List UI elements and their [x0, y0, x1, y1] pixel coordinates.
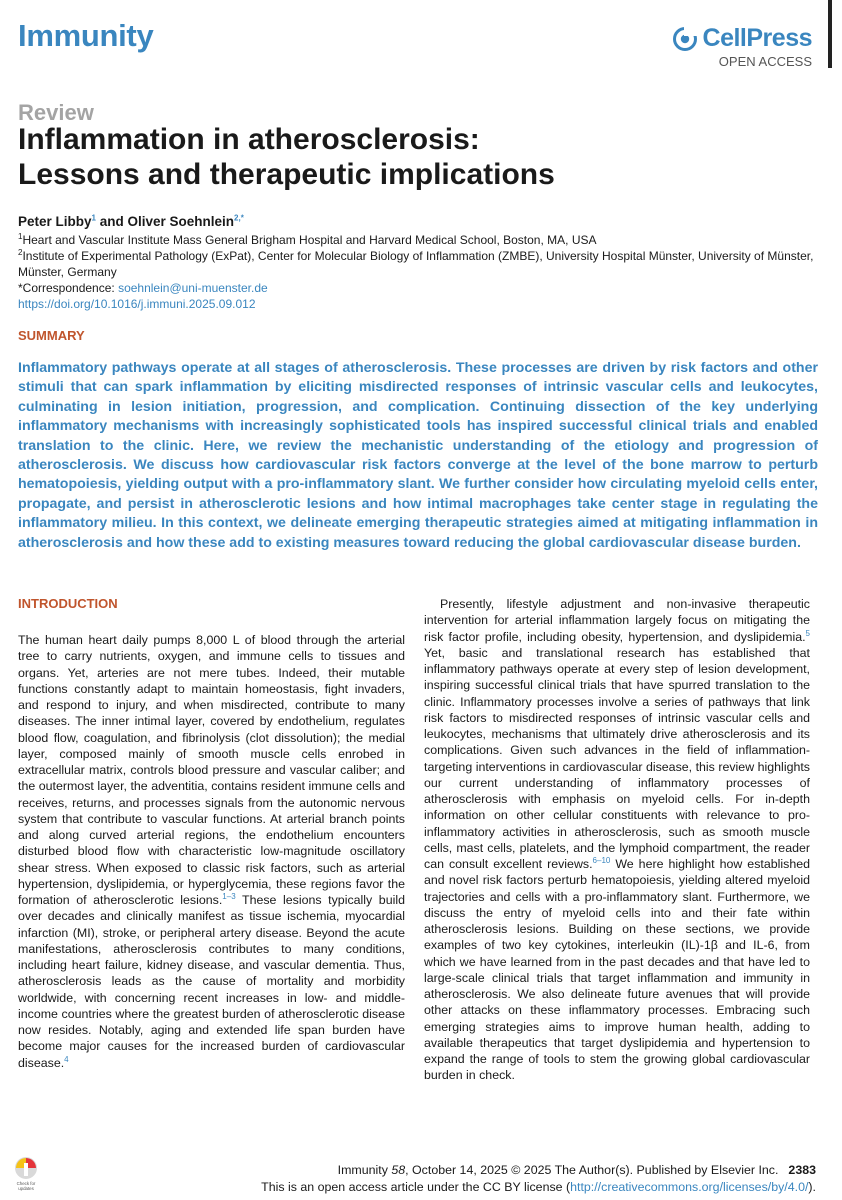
license-text: This is an open access article under the CC BY license ( [261, 1180, 571, 1194]
publisher-name: CellPress [702, 24, 812, 52]
license-link[interactable]: http://creativecommons.org/licenses/by/4.0/ [570, 1180, 809, 1194]
paragraph-text: These lesions typically build over decades and clinically manifest as tissue ischemia, myocardial infarction (MI), stroke, or peripheral artery disease. Beyond the acute manifestations, atherosclerosis contributes to many conditions, including heart failure, kidney disease, and vascular dementia. Thus, atherosclerosis leads as the cause of mortality and morbidity worldwide, with concerning recent increases in low- and middle-income countries where the greatest burden of atherosclerotic disease now resides. Notably, aging and extended life span burden have become major causes for the increased burden of cardiovascular disease. [18, 893, 405, 1070]
article-title [18, 122, 818, 192]
footer-journal: Immunity [337, 1163, 388, 1177]
citation-line [261, 1162, 816, 1179]
reference-link[interactable]: 6–10 [592, 855, 611, 865]
page-footer [261, 1162, 816, 1196]
cellpress-logo-icon [673, 27, 697, 51]
front-matter [18, 212, 818, 312]
affiliation-text: Institute of Experimental Pathology (ExPat), Center for Molecular Biology of Inflammation (ZMBE), University Hospital Münster, University of Münster, Münster, Germany [18, 249, 814, 279]
correspondence-label: *Correspondence: [18, 281, 119, 295]
license-line [261, 1179, 816, 1196]
publisher-block [673, 24, 812, 69]
article-type: Review [18, 100, 94, 125]
affiliation [18, 248, 818, 280]
paragraph-text: The human heart daily pumps 8,000 L of blood through the arterial tree to carry nutrients, oxygen, and immune cells to tissues and organs. Yet, arteries are not mere tubes. Indeed, their mutable functions constantly adapt to maintain homeostasis, fight invaders, and respond to injury, and when misdirected, contribute to many diseases. The inner intimal layer, covered by endothelium, regulates blood flow, coagulation, and fibrinolysis (clot dissolution); the medial layer, composed mainly of smooth muscle cells enrobed in extracellular matrix, controls blood pressure and vascular caliber; and the outermost layer, the adventitia, contains resident immune cells and receives, returns, and processes signals from the autonomic nervous system that contribute to vascular functions. At arterial branch points and along curved arterial regions, the endothelium encounters disturbed blood flow with characteristic low-magnitude oscillatory shear stress. When exposed to classic risk factors, such as arterial hypertension, dyslipidemia, or hyperglycemia, these regions favor the formation of atherosclerotic lesions. [18, 633, 405, 907]
introduction-heading: INTRODUCTION [18, 596, 118, 611]
author-joiner: and [95, 214, 128, 229]
header-rule [828, 0, 832, 68]
author-name: Peter Libby [18, 214, 92, 229]
affiliation [18, 232, 818, 248]
footer-volume: 58 [391, 1163, 406, 1177]
summary-heading: SUMMARY [18, 328, 85, 343]
correspondence [18, 280, 818, 296]
author-affiliation-marker: 2,* [234, 213, 244, 223]
badge-label: updates [18, 1186, 34, 1191]
badge-label: Check for [16, 1181, 36, 1186]
author-list [18, 212, 818, 232]
footer-citation: , October 14, 2025 © 2025 The Author(s). Published by Elsevier Inc. [405, 1163, 779, 1177]
reference-link[interactable]: 5 [805, 628, 810, 638]
paragraph-text: We here highlight how established and novel risk factors perturb hematopoiesis, yielding altered myeloid trajectories and cells with a pro-inflammatory slant. Furthermore, we discuss the entry of myeloid cells into and their fate within atherosclerosis lesions. Building on these sections, we provide examples of two key cytokines, interleukin (IL)-1β and IL-6, from which we have learned from in the past decades and that have led to large-scale clinical trials that target inflammation and immunity in atherosclerosis. We also delineate future avenues that will provide other attacks on these inflammatory processes. Embracing such emerging strategies aims to improve human health, adding to available therapeutics that target dyslipidemia and hypertension to expand the range of tools to stem the growing global cardiovascular burden in check. [424, 857, 810, 1083]
license-text: ). [808, 1180, 816, 1194]
page-number: 2383 [788, 1163, 816, 1177]
author-name: Oliver Soehnlein [127, 214, 235, 229]
introduction-paragraph-2 [424, 596, 810, 1084]
doi-link[interactable]: https://doi.org/10.1016/j.immuni.2025.09.012 [18, 297, 256, 311]
affiliation-marker: 1 [18, 232, 23, 241]
paragraph-text: Presently, lifestyle adjustment and non-invasive therapeutic intervention for arterial inflammation largely focus on mitigating the risk factor profile, including obesity, hypertension, and dyslipidemia. [424, 597, 810, 644]
open-access-label: OPEN ACCESS [718, 54, 812, 69]
check-for-updates-icon[interactable] [10, 1155, 42, 1193]
reference-link[interactable]: 4 [64, 1054, 69, 1064]
author-affiliation-marker: 1 [91, 213, 96, 223]
affiliation-text: Heart and Vascular Institute Mass General Brigham Hospital and Harvard Medical School, Boston, MA, USA [22, 233, 597, 247]
introduction-paragraph-1 [18, 632, 405, 1071]
correspondence-email-link[interactable]: soehnlein@uni-muenster.de [118, 281, 268, 295]
title-line-2: Lessons and therapeutic implications [18, 158, 555, 191]
affiliation-marker: 2 [18, 248, 23, 257]
journal-title: Immunity [18, 18, 154, 53]
reference-link[interactable]: 1–3 [222, 891, 236, 901]
summary-text: Inflammatory pathways operate at all stages of atherosclerosis. These processes are driven by risk factors and other stimuli that can spark inflammation by eliciting misdirected responses of intrinsic vascular cells and leukocytes, culminating in lesion initiation, progression, and complication. Continuing dissection of the key underlying inflammatory mechanisms with increasingly sophisticated tools has inspired successful clinical trials and enabled translation to the clinic. Here, we review the mechanistic understanding of the etiology and progression of atherosclerosis. We discuss how cardiovascular risk factors converge at the level of the bone marrow to perturb hematopoiesis, yielding output with a pro-inflammatory slant. We further consider how circulating myeloid cells enter, propagate, and persist in atherosclerotic lesions and how intimal macrophages take center stage in regulating the inflammatory milieu. In this context, we delineate emerging therapeutic strategies aimed at mitigating inflammation in atherosclerosis and how these add to existing measures toward reducing the global cardiovascular disease burden. [18, 360, 818, 551]
title-line-1: Inflammation in atherosclerosis: [18, 123, 480, 156]
paragraph-text: Yet, basic and translational research has established that inflammatory pathways operate at every step of lesion development, inspiring successful clinical trials that have spurred translation to the clinic. Inflammatory processes involve a series of pathways that link risk factors to misdirected responses of intrinsic vascular cells and leukocytes, mechanisms that ultimately drive atherosclerosis and its complications. Given such advances in the field of inflammation-targeting interventions in cardiovascular disease, this review highlights our current understanding of inflammatory processes of atherosclerosis with emphasis on myeloid cells. For in-depth information on other cellular constituents with relevance to pro-inflammatory activities in atherosclerosis, such as smooth muscle cells, mast cells, platelets, and the lymphoid compartment, the reader can consult excellent reviews. [424, 645, 810, 871]
